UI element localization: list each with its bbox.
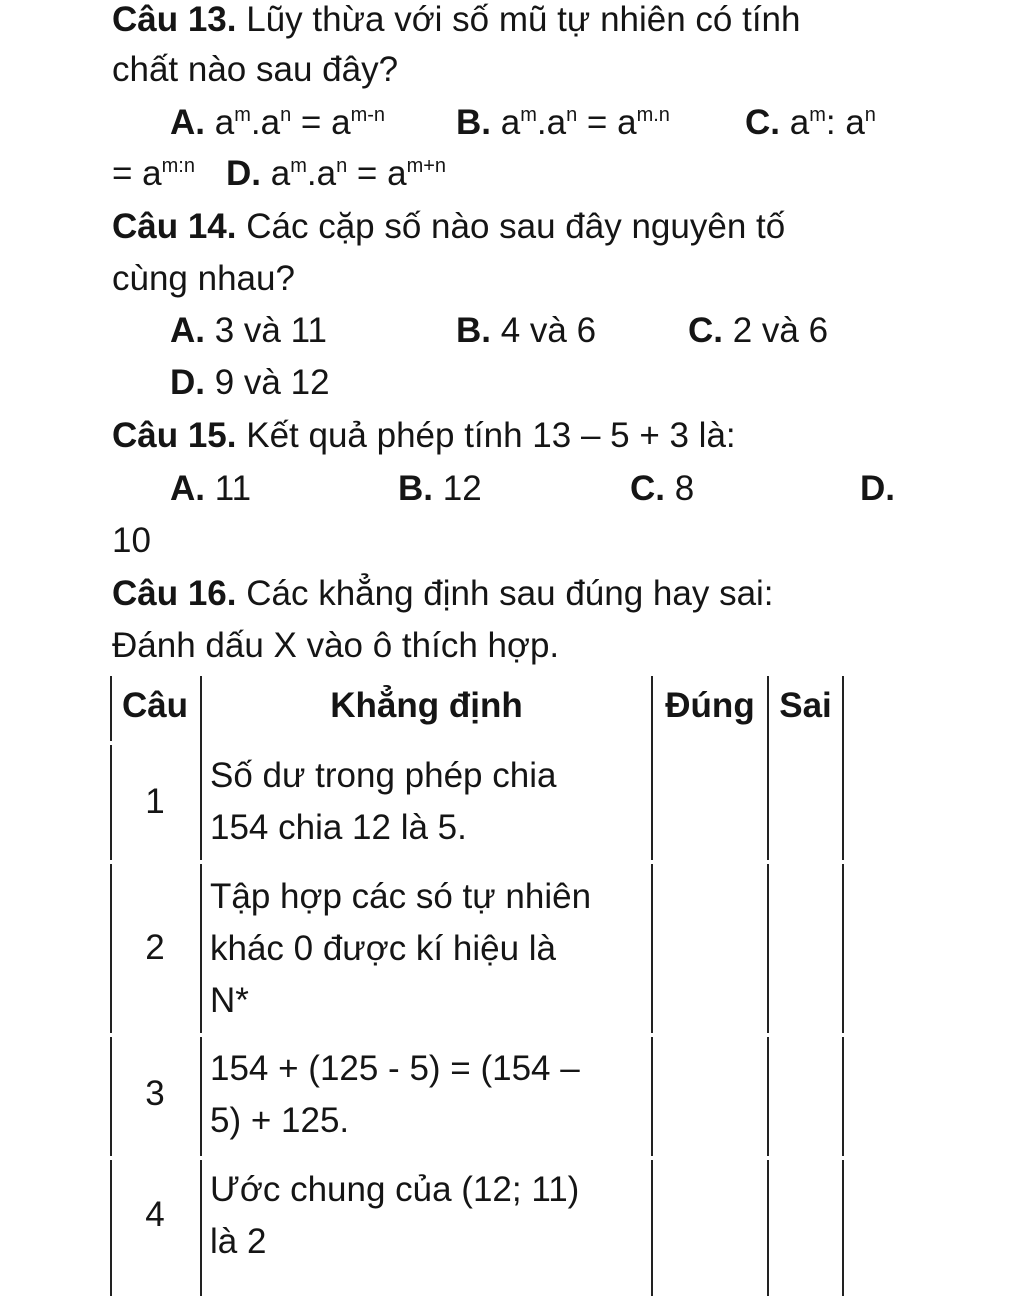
row-3-number: 3 (145, 1074, 165, 1113)
row-separator (110, 1033, 845, 1037)
row-separator (110, 741, 200, 745)
row-2-statement: Tập hợp các só tự nhiên khác 0 được kí hiệu là N* (210, 877, 592, 1020)
q15-option-d-value: 10 (112, 521, 151, 560)
table-border (842, 676, 844, 1296)
q15-option-a: A. 11 (170, 469, 252, 508)
table-border (651, 676, 653, 1296)
q13-option-d: D. $a^m.a^n = a^{m+n}$ (226, 154, 447, 193)
q15-option-c: C. 8 (630, 469, 695, 508)
row-4-statement: Ước chung của (12; 11) là 2 (210, 1170, 580, 1261)
row-1-number: 1 (145, 782, 165, 821)
question-13-line-2 (112, 50, 398, 90)
row-1-statement: Số dư trong phép chia 154 chia 12 là 5. (210, 756, 557, 847)
q14-option-c: C. 2 và 6 (688, 311, 829, 350)
q13-option-a: A. $a^m.a^n = a^{m-n}$ (170, 103, 386, 142)
question-16-line-2: Đánh dấu X vào ô thích hợp. (112, 626, 560, 665)
question-16-text: Các khẳng định sau đúng hay sai: (236, 574, 774, 613)
question-15-line-1 (112, 416, 736, 456)
question-16-label: Câu 16. (112, 574, 237, 613)
header-sai: Sai (779, 686, 832, 725)
question-13-text: Lũy thừa với số mũ tự nhiên có tính (246, 0, 801, 39)
question-13-line-1 (112, 0, 801, 40)
table-border (200, 676, 202, 1296)
row-4-number: 4 (145, 1195, 165, 1234)
question-14-line-2: cùng nhau? (112, 259, 295, 298)
true-false-table (110, 676, 845, 1296)
q14-option-b: B. 4 và 6 (456, 311, 597, 350)
question-14-text: Các cặp số nào sau đây nguyên tố (236, 207, 786, 246)
q14-option-a: A. 3 và 11 (170, 311, 327, 350)
row-3-statement: 154 + (125 - 5) = (154 – 5) + 125. (210, 1049, 580, 1140)
table-border (767, 676, 769, 1296)
q14-option-d: D. 9 và 12 (170, 363, 330, 402)
q15-option-d-key: D. (860, 469, 895, 508)
q13-option-b: B. $a^m.a^n = a^{m.n}$ (456, 103, 670, 142)
header-cau: Câu (121, 686, 189, 725)
question-14-label: Câu 14. (112, 207, 237, 246)
header-khang-dinh: Khẳng định (330, 686, 523, 725)
q15-option-b: B. 12 (398, 469, 482, 508)
q13-option-c: C. $a^m$: $a^n$ (745, 103, 876, 142)
question-15-text: Kết quả phép tính 13 – 5 + 3 là: (236, 416, 736, 455)
header-dung: Đúng (665, 686, 755, 725)
question-14-line-1 (112, 207, 785, 247)
question-13-text-cont: chất nào sau đây? (112, 50, 399, 89)
question-16-line-1 (112, 574, 774, 614)
row-separator (110, 1156, 845, 1160)
row-separator (110, 860, 845, 864)
row-2-number: 2 (145, 928, 165, 967)
q13-option-c-cont: = $a^{m:n}$ (112, 154, 195, 193)
question-13-label: Câu 13. (112, 0, 237, 39)
question-15-label: Câu 15. (112, 416, 237, 455)
